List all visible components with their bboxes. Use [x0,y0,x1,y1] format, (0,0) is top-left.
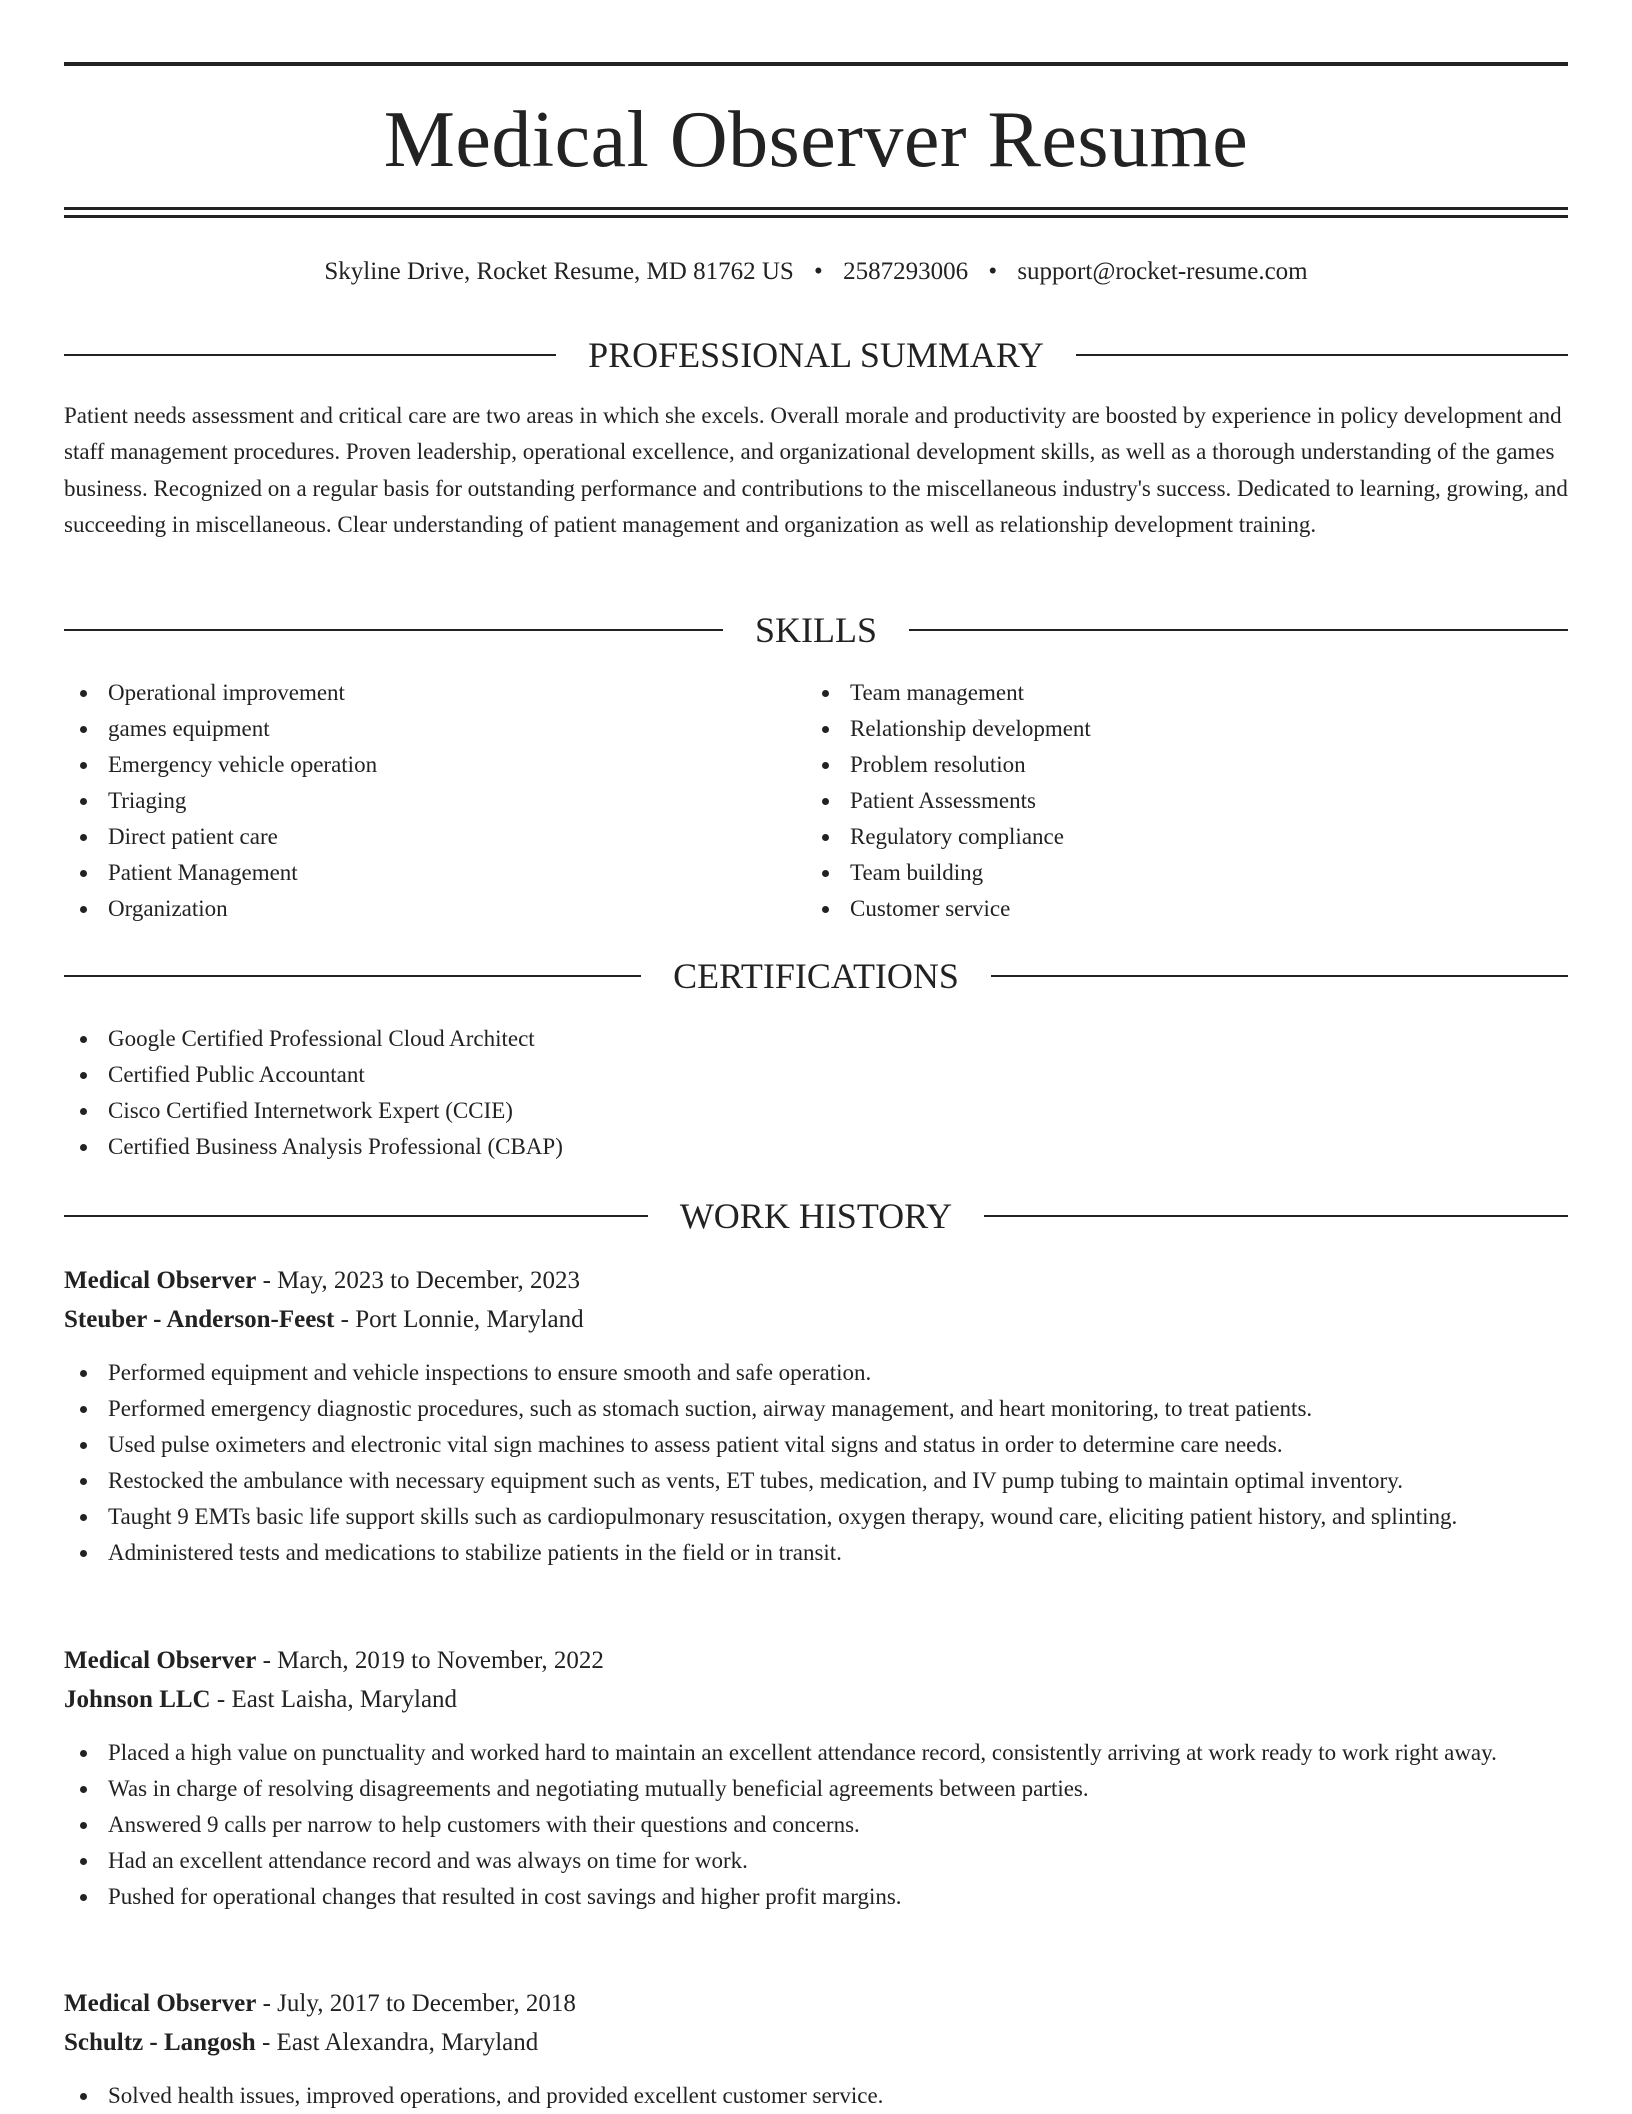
job-location: Port Lonnie, Maryland [355,1306,584,1333]
job-dash: - [256,1647,278,1674]
job-company-line [64,2023,538,2063]
skill-item: Patient Management [64,855,764,891]
heading-rule-left [64,975,641,977]
certification-item: Cisco Certified Internetwork Expert (CCIE) [64,1093,1568,1129]
job-title: Medical Observer [64,1647,257,1674]
job-company-line [64,1680,457,1720]
skill-item: Direct patient care [64,819,764,855]
job-company: Johnson LLC [64,1686,211,1713]
contact-separator: • [988,258,998,285]
job-bullet: Taught 9 EMTs basic life support skills such as cardiopulmonary resuscitation, oxygen therapy, wound care, eliciting patient history, and splinting. [64,1499,1568,1535]
job-title-line [64,1261,580,1301]
skill-item: Organization [64,891,764,927]
skill-item: Customer service [806,891,1506,927]
heading-rule-left [64,1215,648,1217]
job-dash: - [256,1990,278,2017]
job-company: Schultz - Langosh [64,2029,256,2056]
summary-text: Patient needs assessment and critical care are two areas in which she excels. Overall morale and productivity are boosted by experience in policy development and staff management procedures. Proven leadership, operational excellence, and organizational development skills, as well as a thorough understanding of the games business. Recognized on a regular basis for outstanding performance and contributions to the miscellaneous industry's success. Dedicated to learning, growing, and succeeding in miscellaneous. Clear understanding of patient management and organization as well as relationship development training. [64,403,1568,537]
heading-rule-right [1076,354,1568,356]
job-bullet: Performed emergency diagnostic procedures, such as stomach suction, airway management, and heart monitoring, to treat patients. [64,1391,1568,1427]
certifications-heading-label: CERTIFICATIONS [673,956,959,996]
job-company-line [64,1300,584,1340]
job-dates: March, 2019 to November, 2022 [277,1647,604,1674]
heading-rule-right [909,629,1568,631]
work-history-heading-label: WORK HISTORY [679,1196,953,1236]
job-dash: - [256,1267,278,1294]
contact-line [0,252,1632,292]
job-bullet: Placed a high value on punctuality and worked hard to maintain an excellent attendance record, consistently arriving at work ready to work right away. [64,1735,1568,1771]
job-bullet: Pushed for operational changes that resulted in cost savings and higher profit margins. [64,1879,1568,1915]
skill-item: Triaging [64,783,764,819]
certification-item: Certified Public Accountant [64,1057,1568,1093]
job-location: East Laisha, Maryland [231,1686,458,1713]
job-bullet: Performed equipment and vehicle inspections to ensure smooth and safe operation. [64,1355,1568,1391]
certification-item: Google Certified Professional Cloud Architect [64,1021,1568,1057]
job-dash: - [255,2029,277,2056]
skill-item: games equipment [64,711,764,747]
skill-item: Relationship development [806,711,1506,747]
job-dates: July, 2017 to December, 2018 [277,1990,576,2017]
skill-item: Regulatory compliance [806,819,1506,855]
job-title: Medical Observer [64,1267,257,1294]
work-history-heading [64,1194,1568,1238]
contact-phone: 2587293006 [843,258,969,285]
job-bullet: Administered tests and medications to stabilize patients in the field or in transit. [64,1535,1568,1571]
page-title: Medical Observer Resume [383,96,1249,184]
skills-heading [64,608,1568,652]
skill-item: Team building [806,855,1506,891]
skill-item: Emergency vehicle operation [64,747,764,783]
job-bullet: Answered 9 calls per narrow to help customers with their questions and concerns. [64,1807,1568,1843]
heading-rule-left [64,354,556,356]
summary-heading [64,333,1568,377]
contact-address: Skyline Drive, Rocket Resume, MD 81762 US [324,258,794,285]
title-double-rule-top [64,207,1568,210]
job-bullet: Solved health issues, improved operations, and provided excellent customer service. [64,2078,1568,2114]
title-double-rule-bottom [64,215,1568,218]
skill-item: Operational improvement [64,675,764,711]
skill-item: Patient Assessments [806,783,1506,819]
job-company: Steuber - Anderson-Feest [64,1306,335,1333]
skills-list-right [806,675,1506,927]
job-title-line [64,1984,576,2024]
heading-rule-right [984,1215,1568,1217]
job-bullet: Used pulse oximeters and electronic vital sign machines to assess patient vital signs and status in order to determine care needs. [64,1427,1568,1463]
certifications-heading [64,954,1568,998]
job-bullets [64,2078,1568,2114]
job-dates: May, 2023 to December, 2023 [277,1267,580,1294]
job-bullets [64,1735,1568,1915]
job-dash: - [334,1306,356,1333]
skills-heading-label: SKILLS [755,610,878,650]
top-rule [64,62,1568,66]
job-title-line [64,1641,604,1681]
job-location: East Alexandra, Maryland [276,2029,539,2056]
heading-rule-right [991,975,1568,977]
job-dash: - [210,1686,232,1713]
contact-email[interactable]: support@rocket-resume.com [1017,258,1308,285]
job-bullets [64,1355,1568,1571]
summary-heading-label: PROFESSIONAL SUMMARY [588,335,1044,375]
heading-rule-left [64,629,723,631]
skill-item: Problem resolution [806,747,1506,783]
skills-list-left [64,675,764,927]
certification-item: Certified Business Analysis Professional (CBAP) [64,1129,1568,1165]
job-title: Medical Observer [64,1990,257,2017]
skill-item: Team management [806,675,1506,711]
job-bullet: Had an excellent attendance record and was always on time for work. [64,1843,1568,1879]
contact-separator: • [814,258,823,285]
certifications-list [64,1021,1568,1165]
job-bullet: Restocked the ambulance with necessary equipment such as vents, ET tubes, medication, and IV pump tubing to maintain optimal inventory. [64,1463,1568,1499]
job-bullet: Was in charge of resolving disagreements and negotiating mutually beneficial agreements between parties. [64,1771,1568,1807]
